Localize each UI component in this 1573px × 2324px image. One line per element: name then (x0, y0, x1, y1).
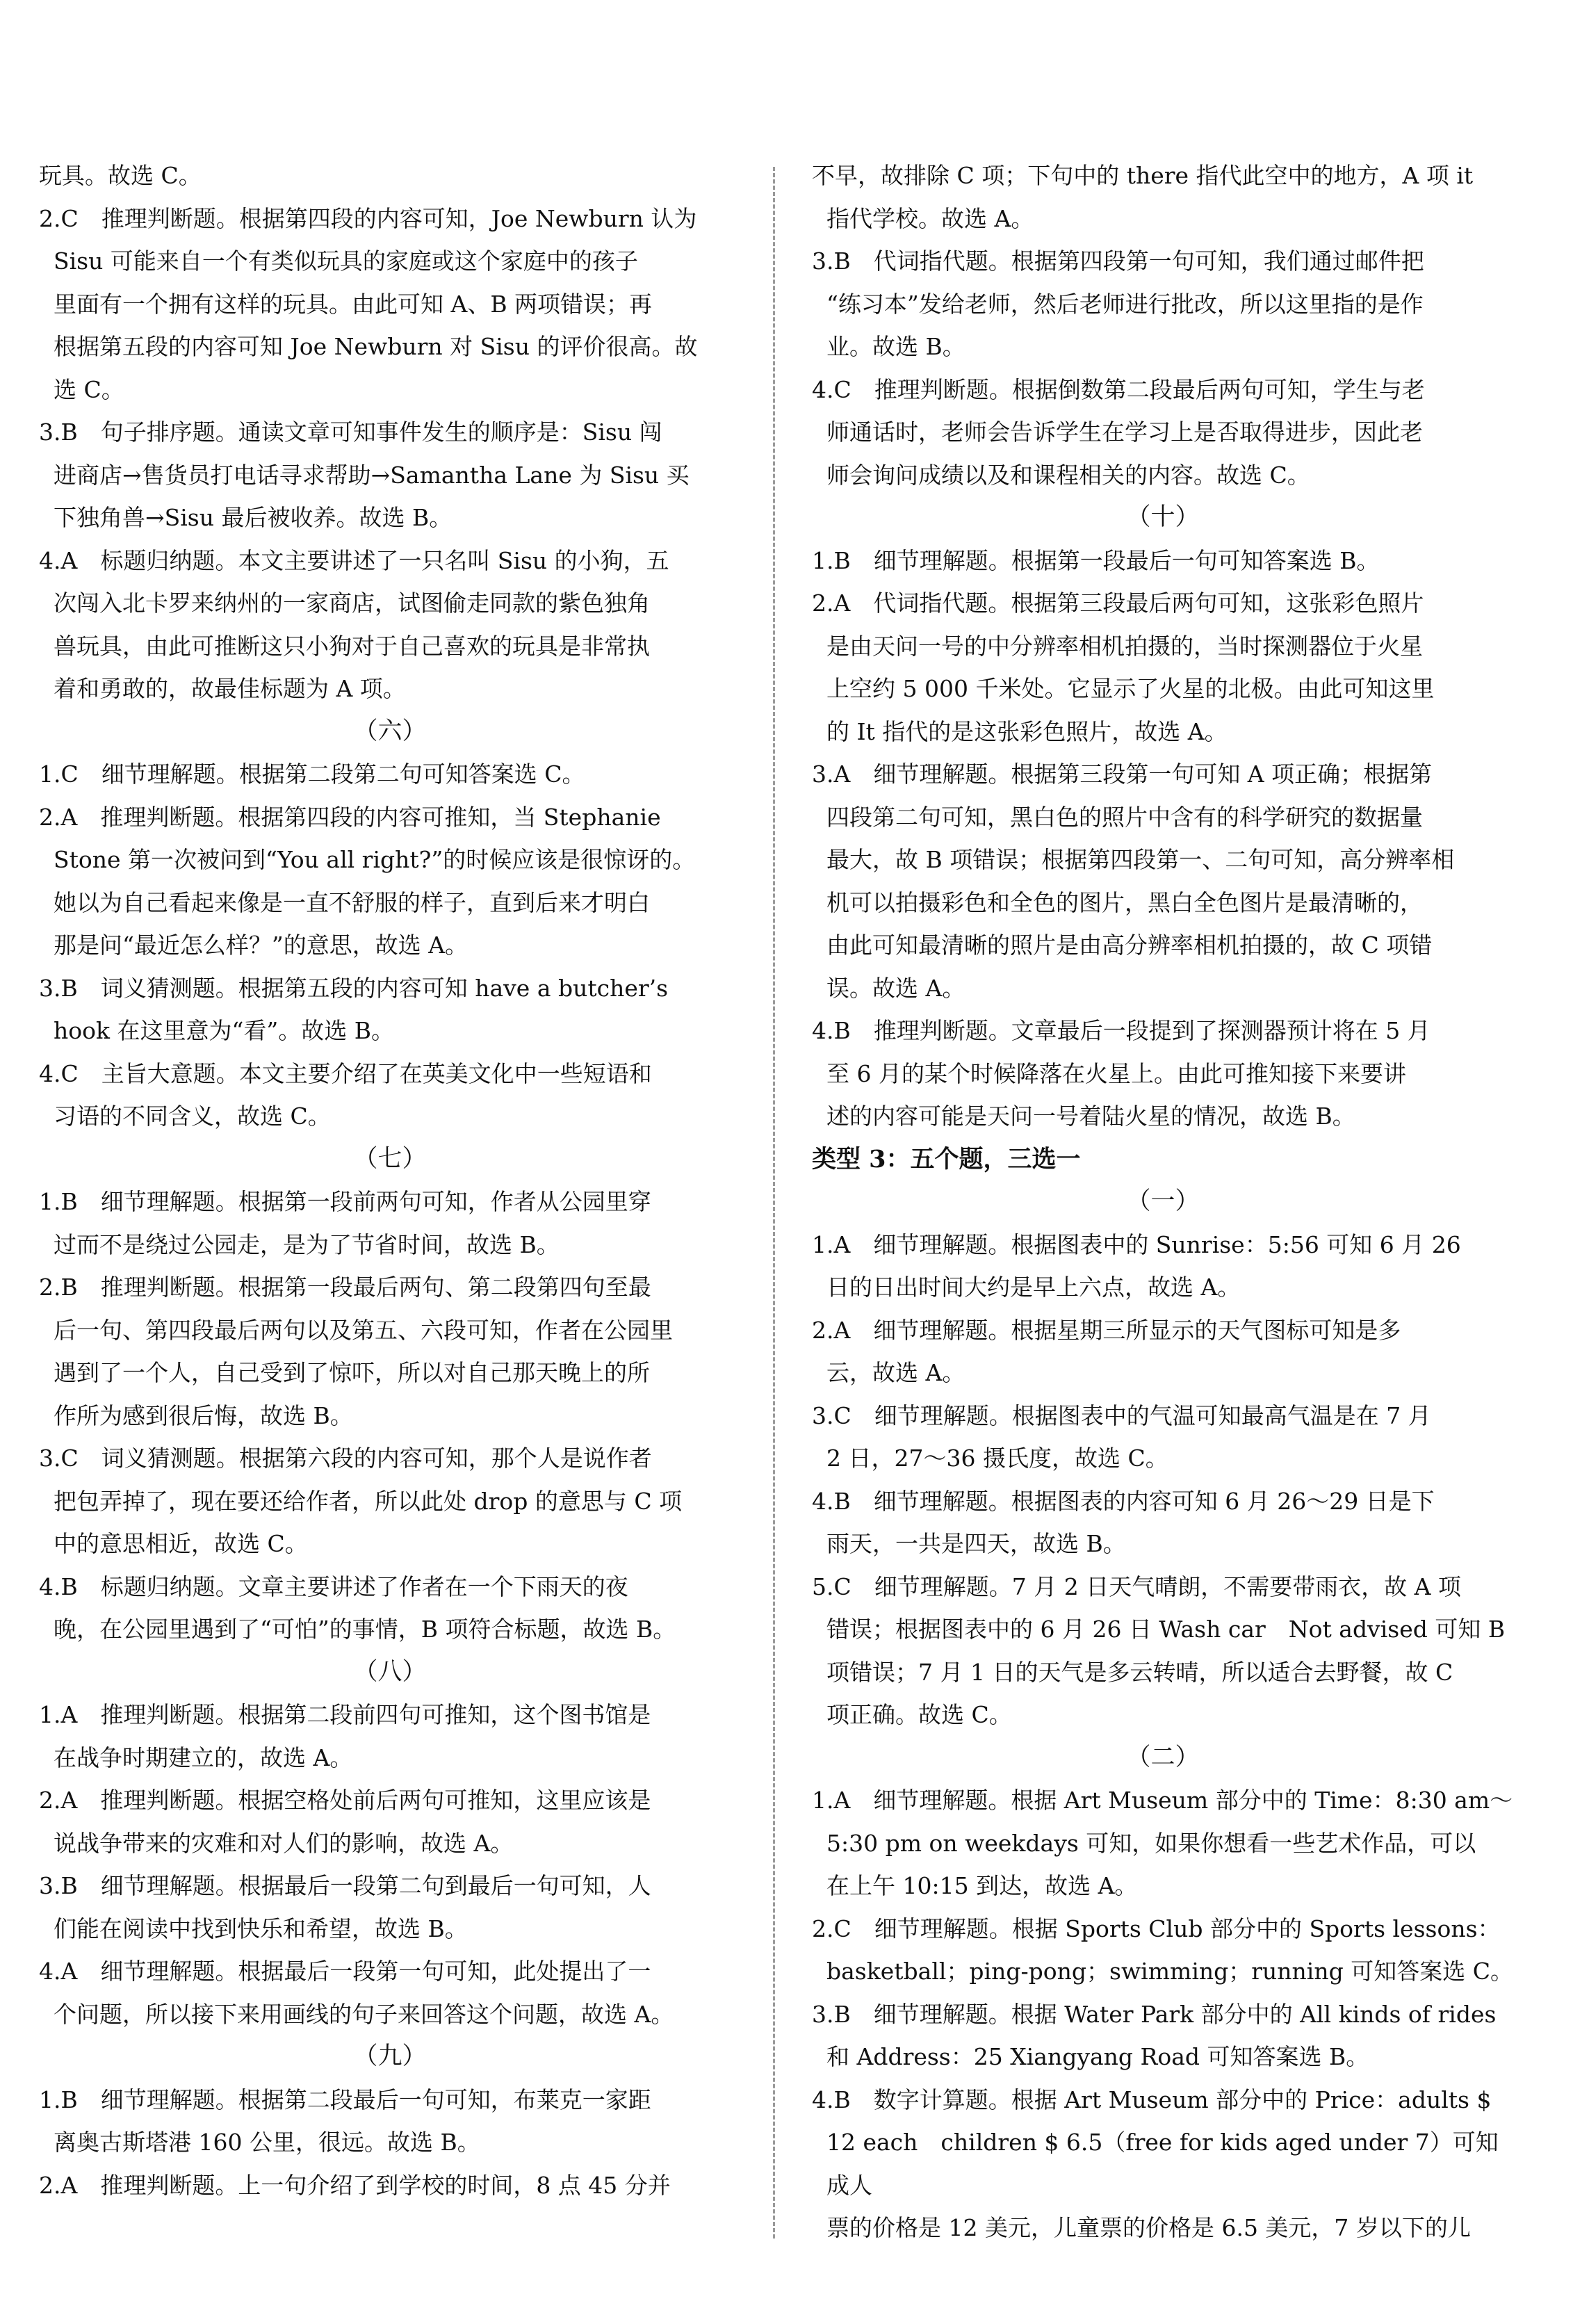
answer-line: 的 It 指代的是这张彩色照片，故选 A。 (826, 717, 1228, 745)
answer-line: 晚，在公园里遇到了“可怕”的事情，B 项符合标题，故选 B。 (54, 1616, 676, 1643)
answer-item (39, 1864, 741, 1950)
answer-line: 兽玩具，由此可推断这只小狗对于自己喜欢的玩具是非常执 (54, 632, 650, 660)
answer-line: 2.A 细节理解题。根据星期三所显示的天气图标可知是多 (812, 1316, 1401, 1344)
answer-item (812, 1395, 1514, 1480)
answer-line: 们能在阅读中找到快乐和希望，故选 B。 (54, 1915, 468, 1942)
answer-line: 个问题，所以接下来用画线的句子来回答这个问题，故选 A。 (54, 2000, 674, 2028)
answer-item (39, 1053, 741, 1138)
answer-line: 4.A 细节理解题。根据最后一段第一句可知，此处提出了一 (39, 1958, 651, 1985)
answer-line: 项正确。故选 C。 (826, 1701, 1012, 1728)
answer-item (812, 1309, 1514, 1395)
answer-line: 业。故选 B。 (826, 333, 965, 360)
answer-item (39, 1566, 741, 1651)
answer-line: 那是问“最近怎么样？”的意思，故选 A。 (54, 932, 468, 959)
answer-item (39, 1693, 741, 1779)
answer-item (812, 539, 1514, 583)
answer-line: 4.B 标题归纳题。文章主要讲述了作者在一个下雨天的夜 (39, 1573, 628, 1600)
section-heading: （八） (353, 1657, 427, 1686)
answer-item (39, 2164, 741, 2207)
answer-line: 3.C 词义猜测题。根据第六段的内容可知，那个人是说作者 (39, 1445, 652, 1472)
answer-item (39, 1437, 741, 1566)
answer-item (39, 1266, 741, 1437)
answer-line: 5.C 细节理解题。7 月 2 日天气晴朗，不需要带雨衣，故 A 项 (812, 1573, 1462, 1600)
answer-line: 和 Address：25 Xiangyang Road 可知答案选 B。 (826, 2043, 1369, 2070)
answer-item (39, 1779, 741, 1864)
section-heading: （六） (353, 717, 427, 745)
answer-line: 1.B 细节理解题。根据第二段最后一句可知，布莱克一家距 (39, 2086, 651, 2113)
answer-item (812, 2079, 1514, 2250)
answer-line: 由此可知最清晰的照片是由高分辨率相机拍摄的，故 C 项错 (826, 932, 1433, 959)
answer-line: 玩具。故选 C。 (39, 162, 202, 189)
answer-line: 3.B 代词指代题。根据第四段第一句可知，我们通过邮件把 (812, 247, 1424, 275)
answer-line: 师通话时，老师会告诉学生在学习上是否取得进步，因此老 (826, 419, 1423, 446)
answer-line: 2.A 推理判断题。根据空格处前后两句可推知，这里应该是 (39, 1787, 651, 1814)
answer-item (39, 539, 741, 710)
answer-line: 1.A 推理判断题。根据第二段前四句可推知，这个图书馆是 (39, 1701, 651, 1728)
answer-line: 5:30 pm on weekdays 可知，如果你想看一些艺术作品，可以 (826, 1829, 1476, 1857)
answer-line: 把包弄掉了，现在要还给作者，所以此处 drop 的意思与 C 项 (54, 1487, 683, 1515)
answer-line: 遇到了一个人，自己受到了惊吓，所以对自己那天晚上的所 (54, 1359, 650, 1386)
answer-line: 在战争时期建立的，故选 A。 (54, 1744, 353, 1771)
left-column (39, 154, 741, 2207)
answer-line: 在上午 10:15 到达，故选 A。 (826, 1872, 1138, 1899)
answer-line: 四段第二句可知，黑白色的照片中含有的科学研究的数据量 (826, 803, 1423, 831)
answer-line: 作所为感到很后悔，故选 B。 (54, 1401, 353, 1429)
answer-line: 2.A 代词指代题。根据第三段最后两句可知，这张彩色照片 (812, 590, 1424, 617)
answer-line: 进商店→售货员打电话寻求帮助→Samantha Lane 为 Sisu 买 (54, 461, 690, 489)
answer-line: 1.C 细节理解题。根据第二段第二句可知答案选 C。 (39, 761, 585, 788)
column-divider (773, 167, 775, 2238)
answer-item (39, 411, 741, 539)
answer-line: 里面有一个拥有这样的玩具。由此可知 A、B 两项错误；再 (54, 290, 653, 318)
right-column (812, 154, 1514, 2250)
answer-line: 2.A 推理判断题。上一句介绍了到学校的时间，8 点 45 分并 (39, 2171, 671, 2199)
section-heading: （一） (1126, 1187, 1200, 1215)
answer-line: 2.C 推理判断题。根据第四段的内容可知，Joe Newburn 认为 (39, 204, 697, 232)
answer-line: 云，故选 A。 (826, 1359, 965, 1386)
answer-item (39, 753, 741, 796)
answer-line: 是由天问一号的中分辨率相机拍摄的，当时探测器位于火星 (826, 632, 1423, 660)
answer-line: basketball；ping-pong；swimming；running 可知答案选 C。 (826, 1958, 1513, 1985)
answer-line: 票的价格是 12 美元，儿童票的价格是 6.5 美元，7 岁以下的儿 (826, 2214, 1471, 2241)
answer-line: 4.A 标题归纳题。本文主要讲述了一只名叫 Sisu 的小狗，五 (39, 546, 669, 574)
answer-item (39, 154, 741, 197)
answer-item (812, 1908, 1514, 1993)
answer-line: 4.B 细节理解题。根据图表的内容可知 6 月 26～29 日是下 (812, 1487, 1435, 1515)
answer-item (812, 1224, 1514, 1309)
answer-item (812, 582, 1514, 753)
answer-line: 2 日，27～36 摄氏度，故选 C。 (826, 1445, 1168, 1472)
answer-item (39, 197, 741, 412)
answer-line: 1.A 细节理解题。根据 Art Museum 部分中的 Time：8:30 am～ (812, 1787, 1513, 1814)
answer-line: 日的日出时间大约是早上六点，故选 A。 (826, 1274, 1241, 1301)
answer-item (812, 1993, 1514, 2079)
answer-line: 3.B 词义猜测题。根据第五段的内容可知 have a butcher’s (39, 974, 669, 1002)
answer-line: 3.A 细节理解题。根据第三段第一句可知 A 项正确；根据第 (812, 761, 1433, 788)
answer-line: 根据第五段的内容可知 Joe Newburn 对 Sisu 的评价很高。故 (54, 333, 698, 360)
answer-line: 2.B 推理判断题。根据第一段最后两句、第二段第四句至最 (39, 1274, 651, 1301)
type-heading: 类型 3：五个题，三选一 (812, 1144, 1081, 1173)
answer-item (812, 1566, 1514, 1737)
answer-line: 着和勇敢的，故最佳标题为 A 项。 (54, 675, 406, 702)
answer-line: 4.B 推理判断题。文章最后一段提到了探测器预计将在 5 月 (812, 1017, 1431, 1044)
answer-line: 次闯入北卡罗来纳州的一家商店，试图偷走同款的紫色独角 (54, 590, 650, 617)
answer-item (812, 1480, 1514, 1566)
answer-line: 她以为自己看起来像是一直不舒服的样子，直到后来才明白 (54, 888, 650, 916)
answer-item (39, 967, 741, 1053)
answer-line: 3.C 细节理解题。根据图表中的气温可知最高气温是在 7 月 (812, 1401, 1431, 1429)
answer-line: 说战争带来的灾难和对人们的影响，故选 A。 (54, 1829, 514, 1857)
answer-line: 中的意思相近，故选 C。 (54, 1530, 308, 1557)
answer-item (39, 1180, 741, 1266)
answer-item (812, 368, 1514, 497)
answer-line: 至 6 月的某个时候降落在火星上。由此可推知接下来要讲 (826, 1059, 1406, 1087)
answer-line: 4.C 主旨大意题。本文主要介绍了在英美文化中一些短语和 (39, 1059, 652, 1087)
answer-line: 项错误；7 月 1 日的天气是多云转晴，所以适合去野餐，故 C (826, 1658, 1453, 1686)
answer-line: 12 each children $ 6.5（free for kids aged under 7）可知成人 (826, 2129, 1499, 2199)
answer-line: 过而不是绕过公园走，是为了节省时间，故选 B。 (54, 1230, 560, 1258)
answer-line: 习语的不同含义，故选 C。 (54, 1103, 331, 1130)
answer-line: 不早，故排除 C 项；下句中的 there 指代此空中的地方，A 项 it (812, 162, 1474, 189)
section-heading: （二） (1126, 1743, 1200, 1771)
answer-item (812, 1779, 1514, 1908)
answer-line: 3.B 细节理解题。根据最后一段第二句到最后一句可知，人 (39, 1872, 651, 1899)
section-heading: （十） (1126, 503, 1200, 531)
answer-line: 2.C 细节理解题。根据 Sports Club 部分中的 Sports lessons： (812, 1915, 1501, 1942)
answer-line: 1.A 细节理解题。根据图表中的 Sunrise：5:56 可知 6 月 26 (812, 1230, 1461, 1258)
section-heading: （九） (353, 2042, 427, 2070)
answer-line: 最大，故 B 项错误；根据第四段第一、二句可知，高分辨率相 (826, 846, 1455, 873)
answer-item (39, 796, 741, 967)
answer-line: 选 C。 (54, 375, 124, 403)
answer-item (812, 154, 1514, 240)
section-heading: （七） (353, 1144, 427, 1173)
answer-line: 雨天，一共是四天，故选 B。 (826, 1530, 1126, 1557)
answer-line: 后一句、第四段最后两句以及第五、六段可知，作者在公园里 (54, 1316, 673, 1344)
answer-item (812, 240, 1514, 368)
answer-line: 机可以拍摄彩色和全色的图片，黑白全色图片是最清晰的， (826, 888, 1423, 916)
answer-item (812, 1009, 1514, 1138)
answer-item (812, 753, 1514, 1009)
answer-line: 指代学校。故选 A。 (826, 204, 1034, 232)
answer-line: 1.B 细节理解题。根据第一段前两句可知，作者从公园里穿 (39, 1188, 651, 1215)
answer-line: 3.B 细节理解题。根据 Water Park 部分中的 All kinds of rides (812, 2000, 1497, 2028)
answer-line: 误。故选 A。 (826, 974, 965, 1002)
answer-line: Stone 第一次被问到“You all right?”的时候应该是很惊讶的。 (54, 846, 696, 873)
answer-line: 3.B 句子排序题。通读文章可知事件发生的顺序是：Sisu 闯 (39, 419, 662, 446)
answer-line: hook 在这里意为“看”。故选 B。 (54, 1017, 394, 1044)
answer-line: 4.B 数字计算题。根据 Art Museum 部分中的 Price：adults $ (812, 2086, 1492, 2113)
answer-item (39, 1950, 741, 2035)
answer-line: Sisu 可能来自一个有类似玩具的家庭或这个家庭中的孩子 (54, 247, 638, 275)
answer-line: 师会询问成绩以及和课程相关的内容。故选 C。 (826, 461, 1310, 489)
answer-line: 下独角兽→Sisu 最后被收养。故选 B。 (54, 504, 453, 531)
answer-line: 4.C 推理判断题。根据倒数第二段最后两句可知，学生与老 (812, 375, 1425, 403)
answer-line: 述的内容可能是天问一号着陆火星的情况，故选 B。 (826, 1103, 1355, 1130)
answer-line: 错误；根据图表中的 6 月 26 日 Wash car Not advised 可知 B (826, 1616, 1506, 1643)
answer-line: 1.B 细节理解题。根据第一段最后一句可知答案选 B。 (812, 546, 1380, 574)
answer-line: 上空约 5 000 千米处。它显示了火星的北极。由此可知这里 (826, 675, 1435, 702)
answer-line: 2.A 推理判断题。根据第四段的内容可推知，当 Stephanie (39, 803, 661, 831)
answer-line: “练习本”发给老师，然后老师进行批改，所以这里指的是作 (826, 290, 1424, 318)
answer-line: 离奥古斯塔港 160 公里，很远。故选 B。 (54, 2129, 480, 2156)
answer-item (39, 2079, 741, 2164)
